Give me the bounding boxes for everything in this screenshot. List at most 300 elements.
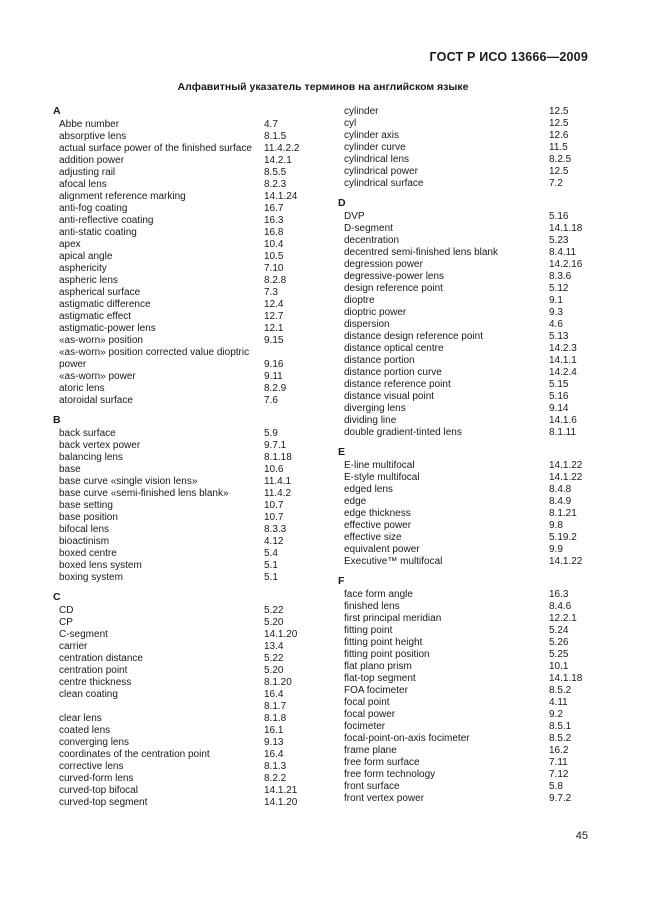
index-entry [337, 295, 593, 307]
section-letter-d: D [338, 197, 346, 209]
index-entry [52, 524, 308, 536]
index-entry [52, 323, 308, 335]
index-reference: 14.1.18 [549, 673, 583, 684]
index-entry [52, 215, 308, 227]
index-reference: 16.7 [264, 203, 284, 214]
index-reference: 4.7 [264, 119, 278, 130]
index-reference: 14.2.4 [549, 367, 577, 378]
index-term: cylinder curve [344, 142, 406, 153]
index-term: apical angle [59, 251, 113, 262]
index-term: centration point [59, 665, 128, 676]
index-term: back vertex power [59, 440, 141, 451]
index-term: clean coating [59, 689, 118, 700]
index-reference: 14.1.1 [549, 355, 577, 366]
index-term: double gradient-tinted lens [344, 427, 462, 438]
index-entry [52, 263, 308, 275]
index-entry [337, 544, 593, 556]
index-reference: 16.4 [264, 689, 284, 700]
index-term: back surface [59, 428, 116, 439]
index-entry [337, 637, 593, 649]
index-entry [337, 520, 593, 532]
left-column [52, 105, 308, 809]
index-entry [52, 488, 308, 500]
index-term: cylindrical lens [344, 154, 410, 165]
index-term: CP [59, 617, 73, 628]
index-term: adjusting rail [59, 167, 116, 178]
index-entry [52, 605, 308, 617]
index-reference: 11.4.2.2 [264, 143, 300, 154]
index-term: fitting point [344, 625, 393, 636]
index-term: cylindrical surface [344, 178, 424, 189]
index-entry [337, 211, 593, 223]
index-term: anti-reflective coating [59, 215, 154, 226]
index-term: curved-form lens [59, 773, 134, 784]
index-reference: 5.16 [549, 391, 569, 402]
index-term: coordinates of the centration point [59, 749, 210, 760]
index-term: power [59, 359, 87, 370]
page-number: 45 [575, 830, 588, 842]
index-term: cylindrical power [344, 166, 418, 177]
index-entry [52, 476, 308, 488]
index-term: astigmatic-power lens [59, 323, 156, 334]
index-term: base curve «semi-finished lens blank» [59, 488, 229, 499]
index-reference: 8.4.11 [549, 247, 577, 258]
index-term: dioptric power [344, 307, 407, 318]
index-entry [52, 179, 308, 191]
index-reference: 4.6 [549, 319, 563, 330]
index-entry [52, 395, 308, 407]
index-term: distance reference point [344, 379, 451, 390]
index-reference: 12.6 [549, 130, 569, 141]
index-term: effective power [344, 520, 412, 531]
index-term: edge [344, 496, 367, 507]
index-entry [52, 227, 308, 239]
index-term: Executive™ multifocal [344, 556, 443, 567]
index-term: boxed lens system [59, 560, 142, 571]
index-term: boxing system [59, 572, 123, 583]
index-entry [52, 335, 308, 347]
index-term: atoric lens [59, 383, 105, 394]
index-reference: 14.1.6 [549, 415, 577, 426]
index-entry [337, 415, 593, 427]
index-reference: 10.6 [264, 464, 284, 475]
index-entry [337, 343, 593, 355]
index-term: distance optical centre [344, 343, 444, 354]
index-term: dividing line [344, 415, 397, 426]
index-term: base [59, 464, 81, 475]
index-term: addition power [59, 155, 125, 166]
index-entry [52, 191, 308, 203]
index-reference: 8.3.3 [264, 524, 287, 535]
index-entry [52, 665, 308, 677]
index-reference: 16.2 [549, 745, 569, 756]
index-reference: 12.5 [549, 106, 569, 117]
index-term: dioptre [344, 295, 375, 306]
index-entry [52, 785, 308, 797]
index-term: diverging lens [344, 403, 406, 414]
index-term: FOA focimeter [344, 685, 408, 696]
index-reference: 9.3 [549, 307, 563, 318]
index-term: focal power [344, 709, 396, 720]
index-term: Abbe number [59, 119, 120, 130]
index-entry [337, 697, 593, 709]
index-reference: 14.2.1 [264, 155, 292, 166]
index-entry [52, 749, 308, 761]
index-entry [337, 733, 593, 745]
index-reference: 14.1.20 [264, 629, 298, 640]
index-reference: 10.5 [264, 251, 284, 262]
index-term: free form surface [344, 757, 420, 768]
index-entry [52, 773, 308, 785]
standard-header: ГОСТ Р ИСО 13666—2009 [429, 50, 588, 64]
index-entry [337, 391, 593, 403]
index-entry [337, 649, 593, 661]
index-entry [52, 203, 308, 215]
index-entry [337, 355, 593, 367]
index-reference: 16.3 [264, 215, 284, 226]
index-entry [52, 653, 308, 665]
index-entry [52, 167, 308, 179]
index-entry [337, 403, 593, 415]
index-entry [337, 223, 593, 235]
index-term: degression power [344, 259, 423, 270]
index-entry [337, 781, 593, 793]
index-entry [337, 271, 593, 283]
index-term: edge thickness [344, 508, 411, 519]
index-entry [52, 239, 308, 251]
index-reference: 9.1 [549, 295, 563, 306]
index-reference: 8.4.9 [549, 496, 572, 507]
page-title: Алфавитный указатель терминов на английском языке [177, 81, 469, 93]
index-entry [337, 367, 593, 379]
index-entry [52, 452, 308, 464]
index-term: «as-worn» position [59, 335, 143, 346]
index-term: fitting point height [344, 637, 423, 648]
index-reference: 7.10 [264, 263, 284, 274]
index-entry [337, 484, 593, 496]
index-term: base position [59, 512, 118, 523]
index-term: C-segment [59, 629, 108, 640]
index-entry [52, 119, 308, 131]
index-entry [337, 247, 593, 259]
index-entry [337, 166, 593, 178]
index-term: apex [59, 239, 81, 250]
index-term: coated lens [59, 725, 111, 736]
index-term: curved-top bifocal [59, 785, 138, 796]
index-entry [337, 130, 593, 142]
index-reference: 9.7.1 [264, 440, 287, 451]
index-entry [337, 589, 593, 601]
index-reference: 13.4 [264, 641, 284, 652]
index-term: free form technology [344, 769, 436, 780]
index-entry [52, 548, 308, 560]
index-reference: 8.2.8 [264, 275, 287, 286]
index-reference: 11.4.1 [264, 476, 292, 487]
index-reference: 5.4 [264, 548, 278, 559]
index-term: front surface [344, 781, 400, 792]
index-entry [52, 311, 308, 323]
index-reference: 9.16 [264, 359, 284, 370]
index-entry [337, 154, 593, 166]
index-entry [337, 793, 593, 805]
index-reference: 7.12 [549, 769, 569, 780]
index-reference: 10.4 [264, 239, 284, 250]
index-reference: 5.13 [549, 331, 569, 342]
index-term: base curve «single vision lens» [59, 476, 198, 487]
index-reference: 8.1.18 [264, 452, 292, 463]
section-letter-c: C [53, 591, 61, 603]
index-reference: 5.19.2 [549, 532, 577, 543]
index-term: asphericity [59, 263, 107, 274]
index-term: atoroidal surface [59, 395, 133, 406]
index-entry [337, 283, 593, 295]
index-term: flat-top segment [344, 673, 416, 684]
index-reference: 8.2.2 [264, 773, 287, 784]
index-entry [337, 757, 593, 769]
index-term: base setting [59, 500, 113, 511]
index-entry [52, 440, 308, 452]
index-reference: 8.5.2 [549, 733, 572, 744]
index-term: distance portion [344, 355, 415, 366]
index-entry [52, 251, 308, 263]
index-reference: 8.1.8 [264, 713, 287, 724]
index-reference: 12.2.1 [549, 613, 577, 624]
index-reference: 14.1.22 [549, 460, 583, 471]
index-reference: 14.1.22 [549, 556, 583, 567]
index-term: decentration [344, 235, 400, 246]
index-reference: 8.1.11 [549, 427, 577, 438]
index-reference: 5.8 [549, 781, 563, 792]
index-reference: 8.3.6 [549, 271, 572, 282]
index-reference: 8.4.8 [549, 484, 572, 495]
index-entry [337, 178, 593, 190]
index-entry [52, 464, 308, 476]
index-term: focimeter [344, 721, 386, 732]
index-entry [337, 745, 593, 757]
index-entry [337, 721, 593, 733]
index-term: distance visual point [344, 391, 435, 402]
index-reference: 5.15 [549, 379, 569, 390]
index-reference: 8.5.2 [549, 685, 572, 696]
index-reference: 10.7 [264, 512, 284, 523]
index-term: first principal meridian [344, 613, 442, 624]
index-term: absorptive lens [59, 131, 127, 142]
index-entry [52, 701, 308, 713]
index-reference: 14.2.16 [549, 259, 583, 270]
index-reference: 5.20 [264, 665, 284, 676]
index-reference: 14.1.21 [264, 785, 298, 796]
index-term: equivalent power [344, 544, 420, 555]
index-entry [337, 685, 593, 697]
index-term: «as-worn» power [59, 371, 136, 382]
index-term: afocal lens [59, 179, 107, 190]
index-entry [52, 155, 308, 167]
index-term: «as-worn» position corrected value dioptric [59, 347, 250, 358]
index-reference: 12.4 [264, 299, 284, 310]
index-entry [52, 725, 308, 737]
index-term: E-style multifocal [344, 472, 420, 483]
index-reference: 14.1.22 [549, 472, 583, 483]
index-entry [52, 617, 308, 629]
index-reference: 5.25 [549, 649, 569, 660]
index-term: cylinder [344, 106, 379, 117]
index-entry [52, 797, 308, 809]
index-entry [337, 307, 593, 319]
section-letter-a: A [53, 105, 61, 117]
index-entry [52, 299, 308, 311]
index-entry [52, 143, 308, 155]
index-entry [337, 601, 593, 613]
index-reference: 4.11 [549, 697, 568, 708]
index-reference: 5.1 [264, 560, 278, 571]
index-reference: 12.5 [549, 166, 569, 177]
index-reference: 5.16 [549, 211, 569, 222]
index-entry [337, 427, 593, 439]
index-entry [337, 613, 593, 625]
index-entry [337, 532, 593, 544]
index-reference: 12.7 [264, 311, 284, 322]
index-reference: 16.3 [549, 589, 569, 600]
index-reference: 5.9 [264, 428, 278, 439]
index-term: carrier [59, 641, 88, 652]
index-term: design reference point [344, 283, 443, 294]
index-reference: 8.5.5 [264, 167, 287, 178]
index-entry [337, 496, 593, 508]
index-entry [52, 536, 308, 548]
index-entry [52, 512, 308, 524]
index-term: corrective lens [59, 761, 124, 772]
index-term: aspherical surface [59, 287, 141, 298]
index-term: CD [59, 605, 74, 616]
index-reference: 5.22 [264, 605, 284, 616]
index-term: anti-static coating [59, 227, 137, 238]
index-reference: 7.6 [264, 395, 278, 406]
index-entry [337, 142, 593, 154]
right-column [337, 106, 593, 805]
index-entry [52, 761, 308, 773]
index-term: actual surface power of the finished surface [59, 143, 252, 154]
index-term: D-segment [344, 223, 393, 234]
index-term: cylinder axis [344, 130, 400, 141]
index-reference: 12.5 [549, 118, 569, 129]
index-term: anti-fog coating [59, 203, 128, 214]
index-term: face form angle [344, 589, 413, 600]
index-term: distance portion curve [344, 367, 442, 378]
index-term: fitting point position [344, 649, 430, 660]
index-term: converging lens [59, 737, 130, 748]
index-reference: 9.9 [549, 544, 563, 555]
index-reference: 8.1.5 [264, 131, 287, 142]
section-letter-b: B [53, 414, 61, 426]
index-reference: 5.24 [549, 625, 569, 636]
index-term: frame plane [344, 745, 397, 756]
index-term: centration distance [59, 653, 143, 664]
index-reference: 8.1.3 [264, 761, 287, 772]
index-term: edged lens [344, 484, 393, 495]
index-term: focal point [344, 697, 390, 708]
index-reference: 8.2.5 [549, 154, 572, 165]
index-reference: 16.8 [264, 227, 284, 238]
index-reference: 7.11 [549, 757, 568, 768]
index-entry [337, 673, 593, 685]
index-entry [52, 689, 308, 701]
index-term: cyl [344, 118, 357, 129]
index-reference: 14.1.20 [264, 797, 298, 808]
index-term: alignment reference marking [59, 191, 186, 202]
section-letter-e: E [338, 446, 346, 458]
index-reference: 7.3 [264, 287, 278, 298]
index-entry [337, 235, 593, 247]
index-term: aspheric lens [59, 275, 118, 286]
index-term: flat plano prism [344, 661, 412, 672]
index-entry [52, 359, 308, 371]
index-reference: 9.13 [264, 737, 284, 748]
index-reference: 8.2.3 [264, 179, 287, 190]
index-reference: 8.1.21 [549, 508, 577, 519]
index-entry [337, 331, 593, 343]
index-reference: 4.12 [264, 536, 284, 547]
index-term: astigmatic difference [59, 299, 151, 310]
index-entry [337, 118, 593, 130]
index-entry [337, 625, 593, 637]
index-term: distance design reference point [344, 331, 483, 342]
index-reference: 9.8 [549, 520, 563, 531]
index-term: E-line multifocal [344, 460, 415, 471]
index-reference: 5.26 [549, 637, 569, 648]
index-entry [337, 661, 593, 673]
index-reference: 11.5 [549, 142, 568, 153]
index-entry [52, 287, 308, 299]
index-reference: 16.4 [264, 749, 284, 760]
index-term: DVP [344, 211, 365, 222]
index-reference: 14.1.24 [264, 191, 298, 202]
index-reference: 12.1 [264, 323, 284, 334]
index-reference: 5.20 [264, 617, 284, 628]
index-reference: 5.1 [264, 572, 278, 583]
index-reference: 8.5.1 [549, 721, 572, 732]
index-entry [337, 709, 593, 721]
index-entry [52, 275, 308, 287]
section-letter-f: F [338, 575, 345, 587]
index-entry [52, 428, 308, 440]
index-term: dispersion [344, 319, 390, 330]
index-term: bifocal lens [59, 524, 110, 535]
index-reference: 9.7.2 [549, 793, 572, 804]
index-term: focal-point-on-axis focimeter [344, 733, 470, 744]
index-reference: 11.4.2 [264, 488, 292, 499]
index-reference: 8.1.7 [264, 701, 287, 712]
index-term: degressive-power lens [344, 271, 445, 282]
index-reference: 9.2 [549, 709, 563, 720]
index-reference: 14.1.18 [549, 223, 583, 234]
index-reference: 16.1 [264, 725, 284, 736]
index-reference: 5.23 [549, 235, 569, 246]
index-entry [52, 371, 308, 383]
index-entry [337, 508, 593, 520]
index-entry [52, 713, 308, 725]
index-reference: 9.15 [264, 335, 284, 346]
index-entry [52, 572, 308, 584]
index-entry [337, 472, 593, 484]
index-term: effective size [344, 532, 402, 543]
index-entry [337, 259, 593, 271]
index-reference: 9.11 [264, 371, 283, 382]
index-reference: 9.14 [549, 403, 569, 414]
index-term: bioactinism [59, 536, 110, 547]
index-entry [52, 560, 308, 572]
index-entry [52, 500, 308, 512]
index-term: finished lens [344, 601, 400, 612]
